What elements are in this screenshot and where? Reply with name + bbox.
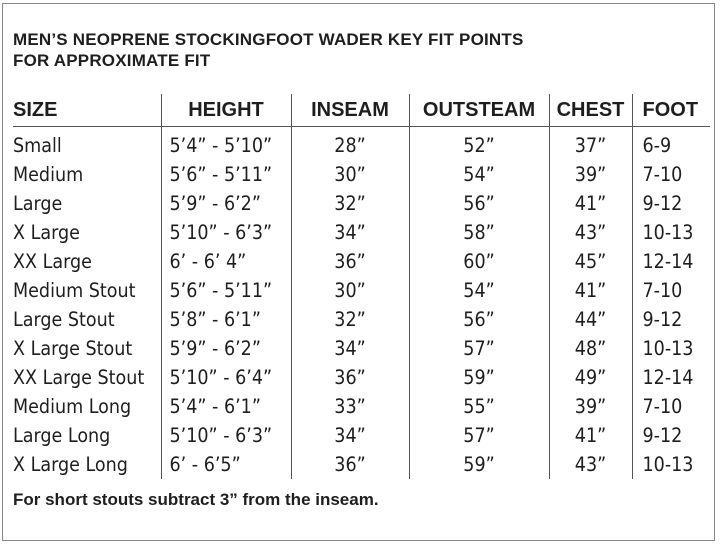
cell-chest: 41” — [549, 189, 632, 218]
cell-foot: 9-12 — [632, 421, 710, 450]
cell-height: 5’9” - 6’2” — [161, 334, 291, 363]
table-row — [13, 276, 710, 305]
header-height: HEIGHT — [161, 94, 291, 127]
cell-inseam: 34” — [291, 334, 409, 363]
table-row — [13, 218, 710, 247]
cell-outseam: 58” — [409, 218, 549, 247]
header-outseam: OUTSTEAM — [409, 94, 549, 127]
cell-outseam: 57” — [409, 421, 549, 450]
table-row — [13, 160, 710, 189]
footnote: For short stouts subtract 3” from the inseam. — [13, 490, 379, 509]
cell-chest: 45” — [549, 247, 632, 276]
cell-outseam: 57” — [409, 334, 549, 363]
cell-chest: 44” — [549, 305, 632, 334]
cell-inseam: 36” — [291, 450, 409, 479]
cell-height: 5’10” - 6’3” — [161, 421, 291, 450]
cell-inseam: 30” — [291, 276, 409, 305]
cell-size: Large Stout — [13, 308, 115, 331]
cell-height: 6’ - 6’5” — [161, 450, 291, 479]
cell-height: 5’10” - 6’3” — [161, 218, 291, 247]
cell-outseam: 59” — [409, 363, 549, 392]
cell-inseam: 30” — [291, 160, 409, 189]
cell-outseam: 56” — [409, 189, 549, 218]
cell-chest: 43” — [549, 218, 632, 247]
chart-title-line-1: MEN’S NEOPRENE STOCKINGFOOT WADER KEY FIT POINTS — [13, 30, 524, 49]
cell-outseam: 54” — [409, 160, 549, 189]
header-foot: FOOT — [632, 94, 710, 127]
cell-inseam: 33” — [291, 392, 409, 421]
cell-size: Large — [13, 192, 63, 215]
cell-size: Medium — [13, 163, 84, 186]
cell-outseam: 55” — [409, 392, 549, 421]
cell-height: 5’6” - 5’11” — [161, 276, 291, 305]
cell-chest: 43” — [549, 450, 632, 479]
chart-title-line-2: FOR APPROXIMATE FIT — [13, 51, 211, 70]
cell-chest: 39” — [549, 160, 632, 189]
cell-chest: 49” — [549, 363, 632, 392]
cell-chest: 41” — [549, 276, 632, 305]
cell-inseam: 28” — [291, 127, 409, 161]
header-chest: CHEST — [549, 94, 632, 127]
cell-size: XX Large Stout — [13, 366, 145, 389]
cell-foot: 10-13 — [632, 218, 710, 247]
cell-height: 5’4” - 5’10” — [161, 127, 291, 161]
cell-height: 5’9” - 6’2” — [161, 189, 291, 218]
cell-outseam: 59” — [409, 450, 549, 479]
size-chart-card — [2, 3, 715, 541]
cell-height: 5’4” - 6’1” — [161, 392, 291, 421]
cell-foot: 9-12 — [632, 189, 710, 218]
cell-inseam: 34” — [291, 218, 409, 247]
cell-height: 6’ - 6’ 4” — [161, 247, 291, 276]
table-row — [13, 421, 710, 450]
header-size: SIZE — [13, 94, 161, 127]
cell-size: Small — [13, 134, 62, 157]
header-inseam: INSEAM — [291, 94, 409, 127]
cell-inseam: 32” — [291, 305, 409, 334]
cell-chest: 41” — [549, 421, 632, 450]
table-row — [13, 392, 710, 421]
cell-chest: 48” — [549, 334, 632, 363]
cell-outseam: 54” — [409, 276, 549, 305]
cell-outseam: 60” — [409, 247, 549, 276]
table-row — [13, 334, 710, 363]
cell-foot: 7-10 — [632, 160, 710, 189]
cell-size: Medium Long — [13, 395, 132, 418]
cell-outseam: 56” — [409, 305, 549, 334]
cell-inseam: 36” — [291, 363, 409, 392]
cell-size: X Large Stout — [13, 337, 133, 360]
cell-size: Medium Stout — [13, 279, 136, 302]
table-row — [13, 247, 710, 276]
cell-foot: 7-10 — [632, 392, 710, 421]
cell-size: X Large — [13, 221, 80, 244]
cell-size: XX Large — [13, 250, 92, 273]
cell-height: 5’8” - 6’1” — [161, 305, 291, 334]
cell-foot: 7-10 — [632, 276, 710, 305]
fit-table — [13, 94, 710, 479]
table-body — [13, 127, 710, 480]
cell-size: Large Long — [13, 424, 111, 447]
table-row — [13, 450, 710, 479]
table-row — [13, 363, 710, 392]
chart-title — [13, 29, 524, 71]
table-header-row — [13, 94, 710, 127]
cell-foot: 9-12 — [632, 305, 710, 334]
cell-foot: 6-9 — [632, 127, 710, 161]
cell-foot: 12-14 — [632, 363, 710, 392]
cell-outseam: 52” — [409, 127, 549, 161]
cell-foot: 10-13 — [632, 450, 710, 479]
table-row — [13, 305, 710, 334]
cell-chest: 37” — [549, 127, 632, 161]
cell-foot: 10-13 — [632, 334, 710, 363]
table-row — [13, 189, 710, 218]
cell-height: 5’6” - 5’11” — [161, 160, 291, 189]
cell-height: 5’10” - 6’4” — [161, 363, 291, 392]
cell-inseam: 32” — [291, 189, 409, 218]
cell-foot: 12-14 — [632, 247, 710, 276]
table-row — [13, 127, 710, 161]
cell-inseam: 36” — [291, 247, 409, 276]
cell-size: X Large Long — [13, 453, 128, 476]
cell-chest: 39” — [549, 392, 632, 421]
cell-inseam: 34” — [291, 421, 409, 450]
